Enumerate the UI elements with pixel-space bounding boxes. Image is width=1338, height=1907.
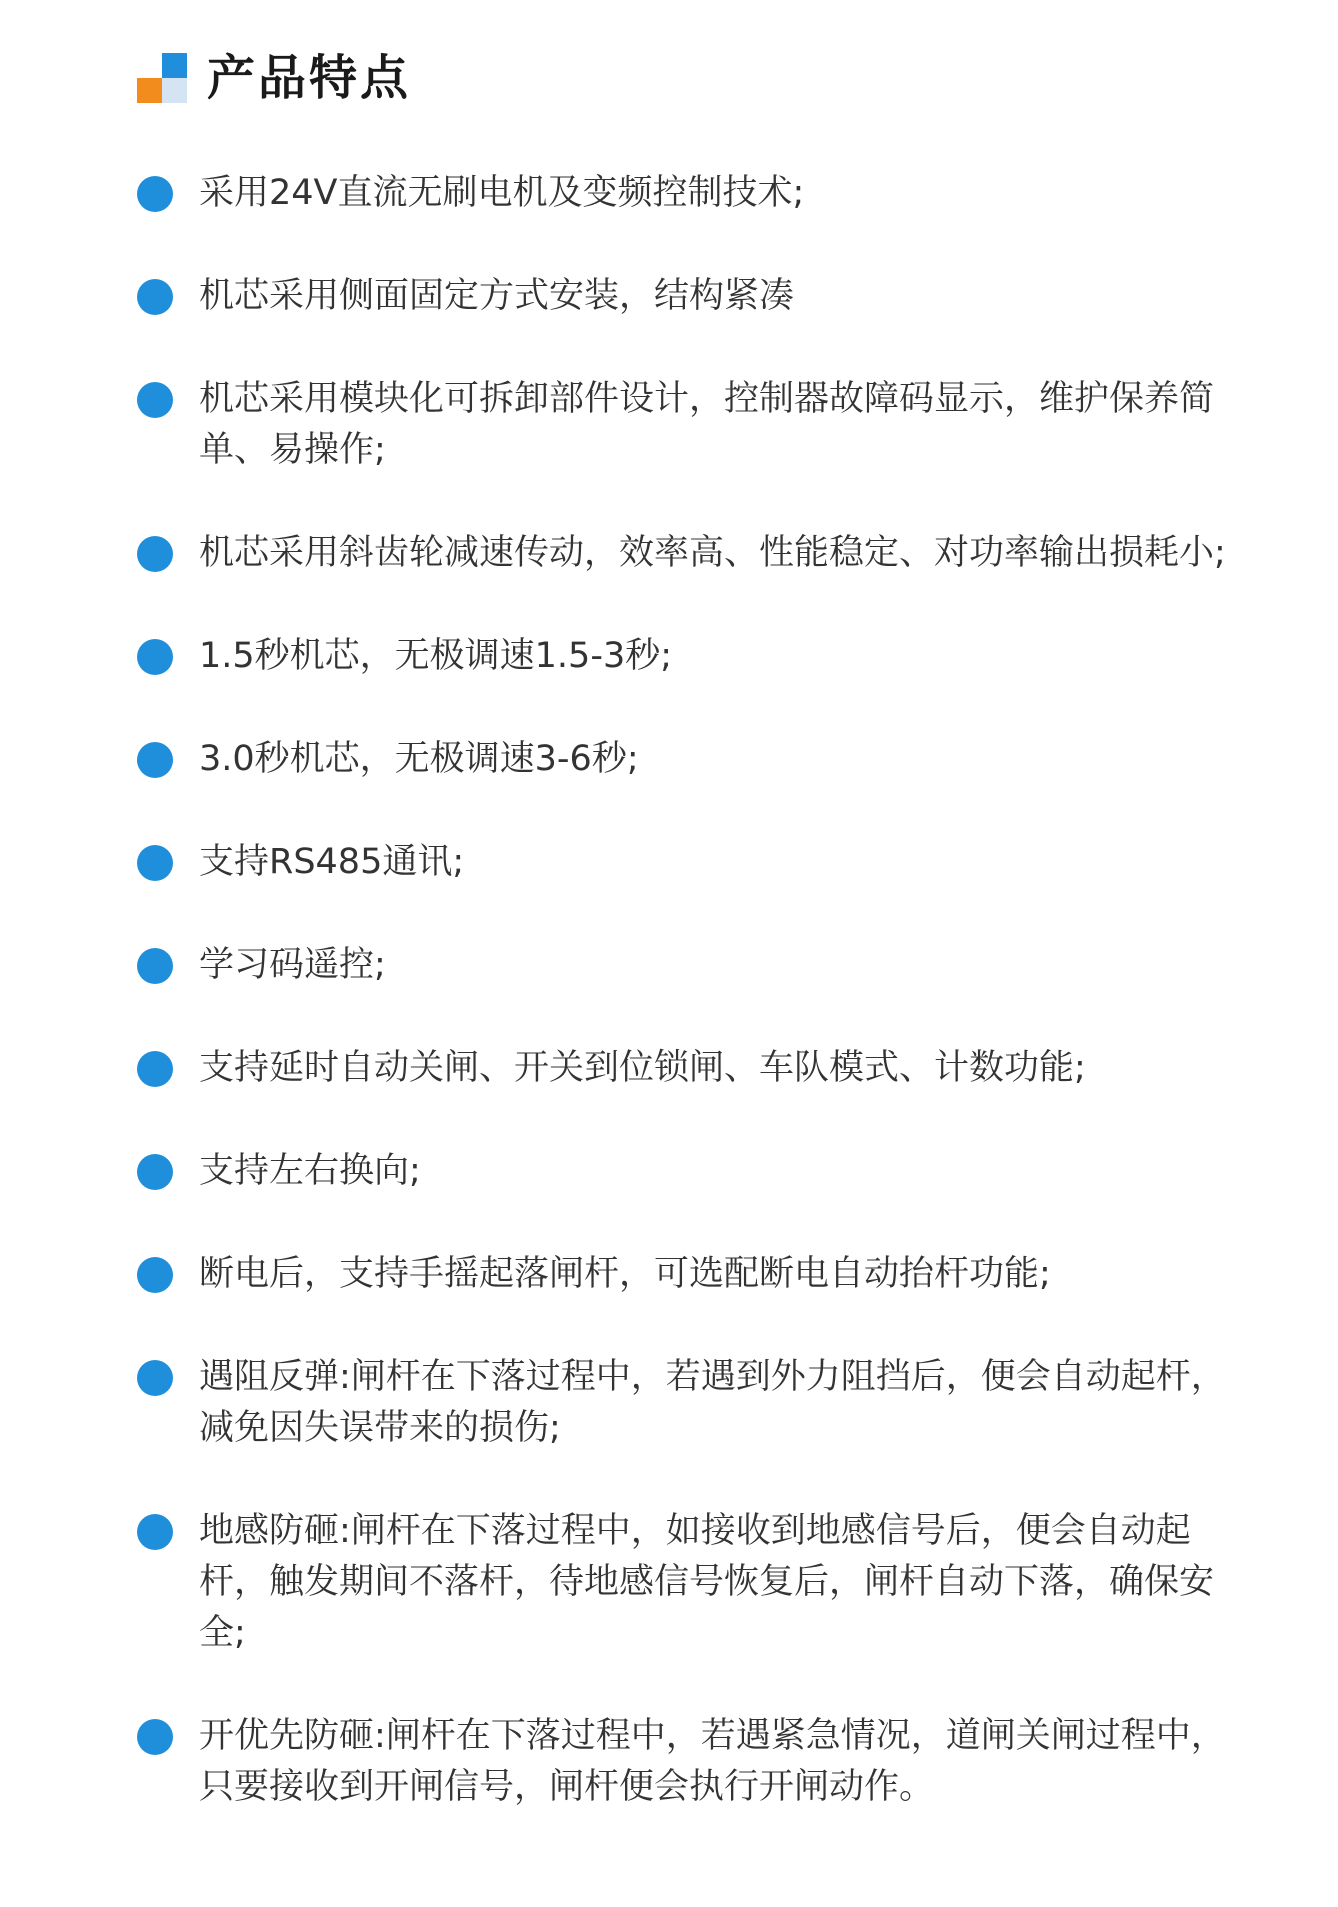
blue-dot-icon (137, 279, 173, 315)
feature-text: 支持RS485通讯; (199, 842, 465, 882)
blue-dot-icon (137, 1154, 173, 1190)
feature-item (137, 374, 1227, 476)
feature-text: 3.0秒机芯，无极调速3-6秒; (199, 739, 639, 779)
feature-text: 机芯采用斜齿轮减速传动，效率高、性能稳定、对功率输出损耗小; (199, 533, 1226, 573)
blue-dot-icon (137, 948, 173, 984)
feature-item (137, 940, 1227, 991)
feature-item (137, 1043, 1227, 1094)
feature-text: 采用24V直流无刷电机及变频控制技术; (199, 173, 805, 213)
blue-dot-icon (137, 1514, 173, 1550)
feature-text: 学习码遥控; (199, 945, 386, 985)
blue-dot-icon (137, 845, 173, 881)
feature-item (137, 1146, 1227, 1197)
four-squares-logo-icon (137, 53, 187, 103)
blue-dot-icon (137, 1719, 173, 1755)
feature-list (137, 168, 1227, 1865)
page-title: 产品特点 (207, 50, 412, 106)
blue-dot-icon (137, 1051, 173, 1087)
feature-text: 1.5秒机芯，无极调速1.5-3秒; (199, 636, 673, 676)
feature-text: 机芯采用模块化可拆卸部件设计，控制器故障码显示，维护保养简单、易操作; (199, 379, 1215, 470)
blue-dot-icon (137, 382, 173, 418)
feature-text: 支持左右换向; (199, 1151, 421, 1191)
blue-dot-icon (137, 639, 173, 675)
blue-dot-icon (137, 536, 173, 572)
blue-dot-icon (137, 1360, 173, 1396)
feature-item (137, 631, 1227, 682)
feature-item (137, 734, 1227, 785)
section-header (137, 50, 411, 106)
feature-item (137, 271, 1227, 322)
blue-dot-icon (137, 742, 173, 778)
feature-item (137, 837, 1227, 888)
blue-dot-icon (137, 1257, 173, 1293)
feature-text: 遇阻反弹:闸杆在下落过程中，若遇到外力阻挡后，便会自动起杆，减免因失误带来的损伤; (199, 1357, 1226, 1448)
feature-item (137, 1352, 1227, 1454)
feature-text: 机芯采用侧面固定方式安装，结构紧凑 (199, 276, 795, 316)
feature-item (137, 1711, 1227, 1813)
feature-item (137, 168, 1227, 219)
feature-text: 开优先防砸:闸杆在下落过程中，若遇紧急情况，道闸关闸过程中，只要接收到开闸信号，闸杆便会执行开闸动作。 (199, 1716, 1226, 1807)
blue-dot-icon (137, 176, 173, 212)
feature-item (137, 1506, 1227, 1659)
feature-item (137, 1249, 1227, 1300)
feature-text: 地感防砸:闸杆在下落过程中，如接收到地感信号后，便会自动起杆，触发期间不落杆，待地感信号恢复后，闸杆自动下落，确保安全; (199, 1511, 1215, 1653)
feature-text: 断电后，支持手摇起落闸杆，可选配断电自动抬杆功能; (199, 1254, 1051, 1294)
feature-item (137, 528, 1227, 579)
feature-text: 支持延时自动关闸、开关到位锁闸、车队模式、计数功能; (199, 1048, 1086, 1088)
